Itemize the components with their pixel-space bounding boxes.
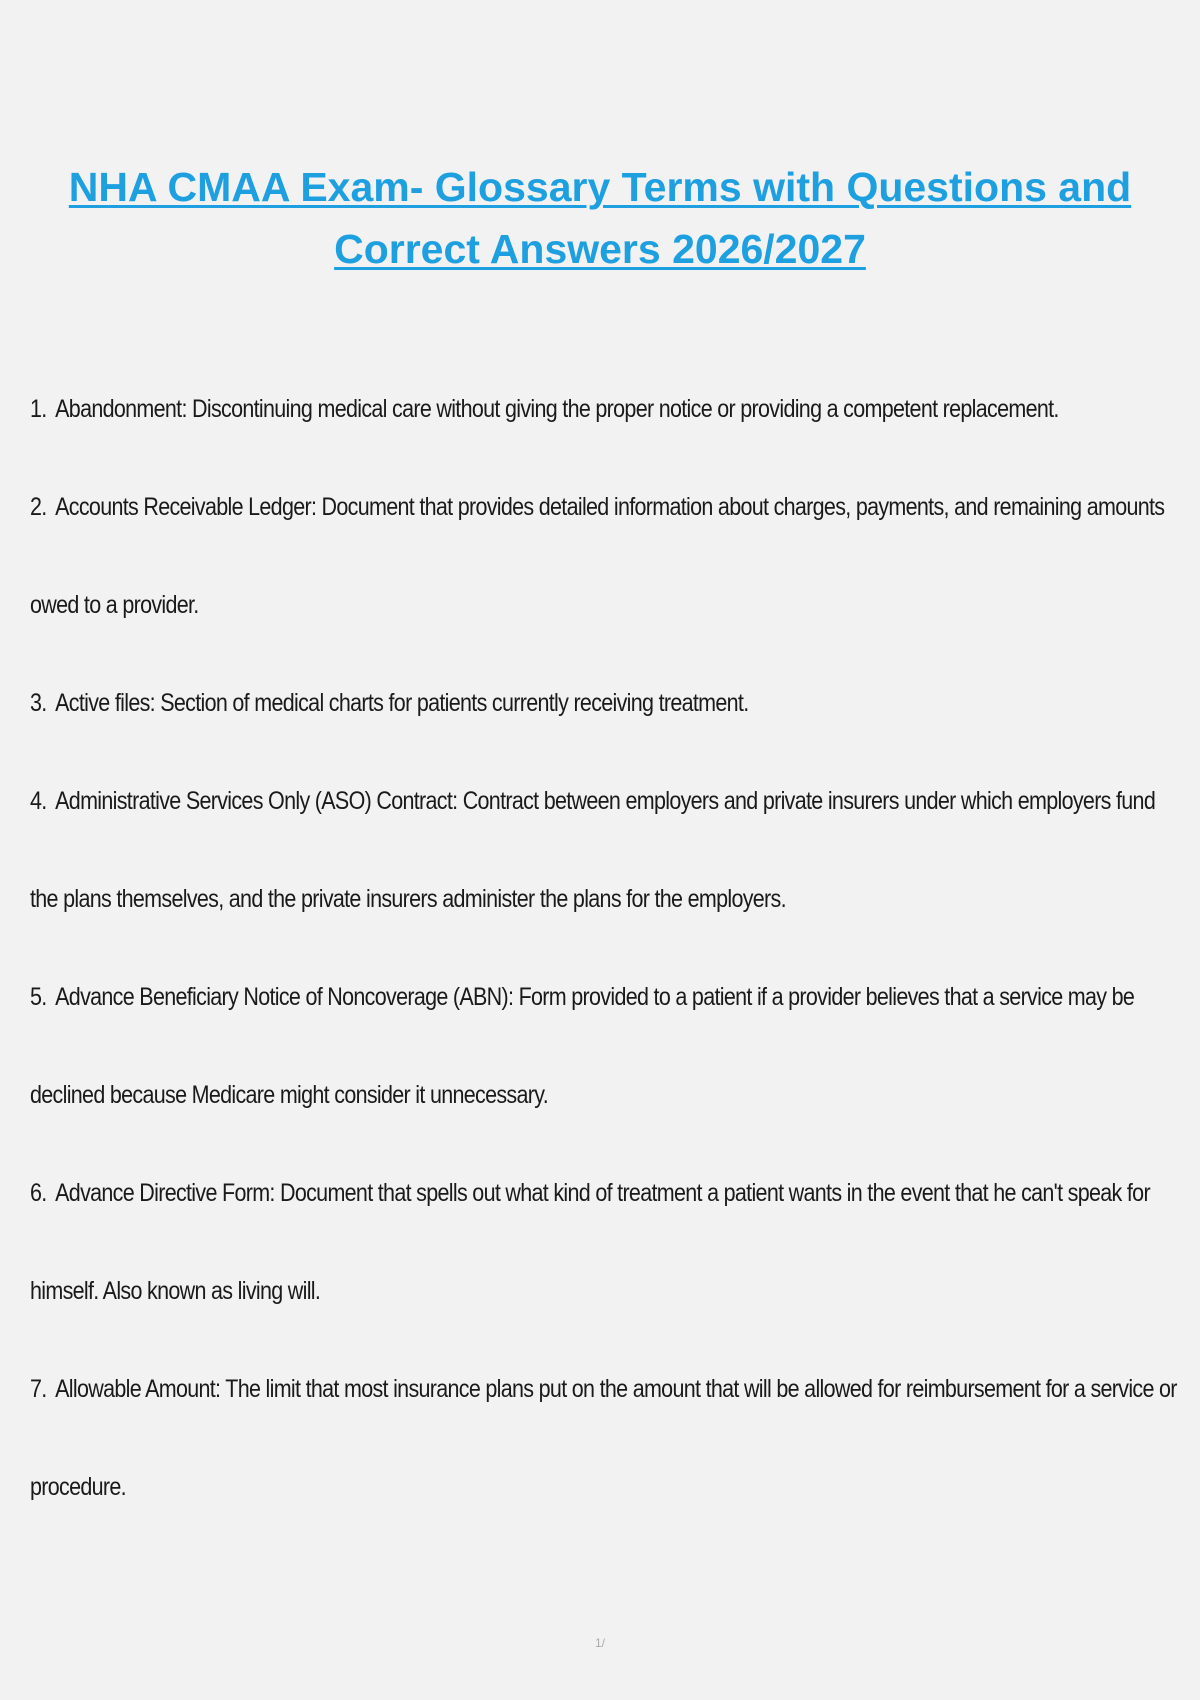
entry-term: Advance Beneficiary Notice of Noncoverage (ABN): (55, 983, 514, 1011)
glossary-entry (30, 654, 1179, 752)
entry-term: Abandonment: (55, 395, 187, 423)
entry-term: Administrative Services Only (ASO) Contract: (55, 787, 458, 815)
entry-number: 1. (30, 395, 47, 423)
entry-number: 5. (30, 983, 47, 1011)
entry-number: 6. (30, 1179, 47, 1207)
entry-number: 7. (30, 1375, 47, 1403)
entry-definition: Contract between employers and private insurers under which employers fund the plans themselves, and the private insurers administer the plans for the employers. (30, 787, 1156, 913)
glossary-entry (30, 1144, 1179, 1340)
entry-number: 4. (30, 787, 47, 815)
entry-number: 2. (30, 493, 47, 521)
page-number: 1/ (594, 1636, 605, 1650)
entry-definition: Section of medical charts for patients currently receiving treatment. (160, 689, 749, 717)
glossary-entry (30, 752, 1179, 948)
glossary-entry (30, 458, 1179, 654)
entry-term: Accounts Receivable Ledger: (55, 493, 317, 521)
entry-number: 3. (30, 689, 47, 717)
entry-definition: The limit that most insurance plans put on the amount that will be allowed for reimbursement for a service or procedure. (30, 1375, 1177, 1501)
title-line-1: NHA CMAA Exam- Glossary Terms with Questions and (68, 164, 1132, 210)
entry-term: Allowable Amount: (55, 1375, 221, 1403)
glossary-entry (30, 1340, 1179, 1536)
title-line-2: Correct Answers 2026/2027 (334, 226, 866, 272)
entry-term: Active files: (55, 689, 155, 717)
entry-definition: Document that provides detailed information about charges, payments, and remaining amounts owed to a provider. (30, 493, 1165, 619)
entry-definition: Discontinuing medical care without giving the proper notice or providing a competent replacement. (192, 395, 1059, 423)
entry-term: Advance Directive Form: (55, 1179, 275, 1207)
glossary-entry (30, 360, 1179, 458)
glossary-list (30, 360, 1180, 1536)
entry-definition: Form provided to a patient if a provider believes that a service may be declined because Medicare might consider it unnecessary. (30, 983, 1135, 1109)
entry-definition: Document that spells out what kind of treatment a patient wants in the event that he can't speak for himself. Also known as living will. (30, 1179, 1150, 1305)
glossary-entry (30, 948, 1179, 1144)
document-title (20, 156, 1180, 280)
